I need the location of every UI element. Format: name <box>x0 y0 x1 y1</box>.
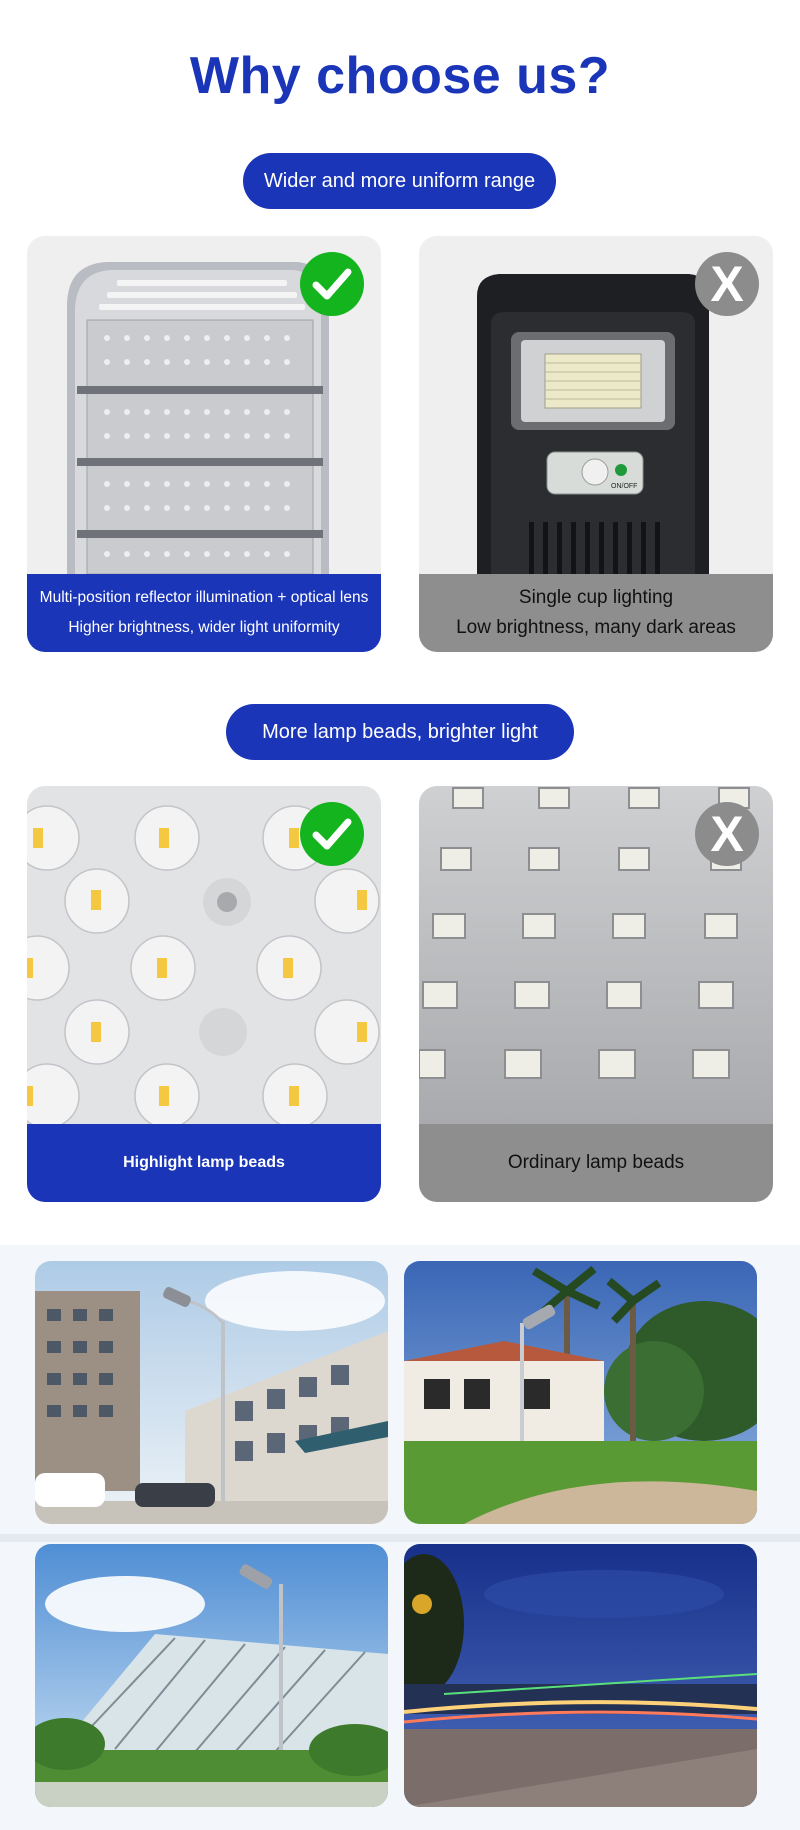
scene-photo-villa-garden <box>404 1261 757 1524</box>
section-divider <box>0 1534 800 1542</box>
cross-icon: X <box>695 252 759 316</box>
card-caption <box>27 1124 381 1202</box>
scene-photo-night-road <box>404 1544 757 1807</box>
check-icon <box>300 252 364 316</box>
cross-icon: X <box>695 802 759 866</box>
check-icon <box>300 802 364 866</box>
card-caption <box>27 574 381 652</box>
caption-line-1: Single cup lighting <box>518 587 674 608</box>
caption-text: Highlight lamp beads <box>123 1154 285 1171</box>
comparison-card-our-lamp <box>27 236 381 652</box>
comparison-card-other-lamp <box>419 236 773 652</box>
scene-photo-greenhouse-park <box>35 1544 388 1807</box>
caption-line-2: Low brightness, many dark areas <box>456 617 736 638</box>
comparison-card-ordinary-beads <box>419 786 773 1202</box>
comparison-card-highlight-beads <box>27 786 381 1202</box>
feature-pill-range: Wider and more uniform range <box>243 153 556 209</box>
scene-photo-office-building <box>35 1261 388 1524</box>
page-title: Why choose us? <box>189 47 611 105</box>
feature-pill-beads: More lamp beads, brighter light <box>226 704 574 760</box>
card-caption <box>419 1124 773 1202</box>
caption-text: Ordinary lamp beads <box>507 1152 685 1173</box>
caption-line-2: Higher brightness, wider light uniformity <box>68 619 340 636</box>
card-caption <box>419 574 773 652</box>
caption-line-1: Multi-position reflector illumination + optical lens <box>39 589 369 606</box>
switch-label: ON/OFF <box>611 483 638 490</box>
